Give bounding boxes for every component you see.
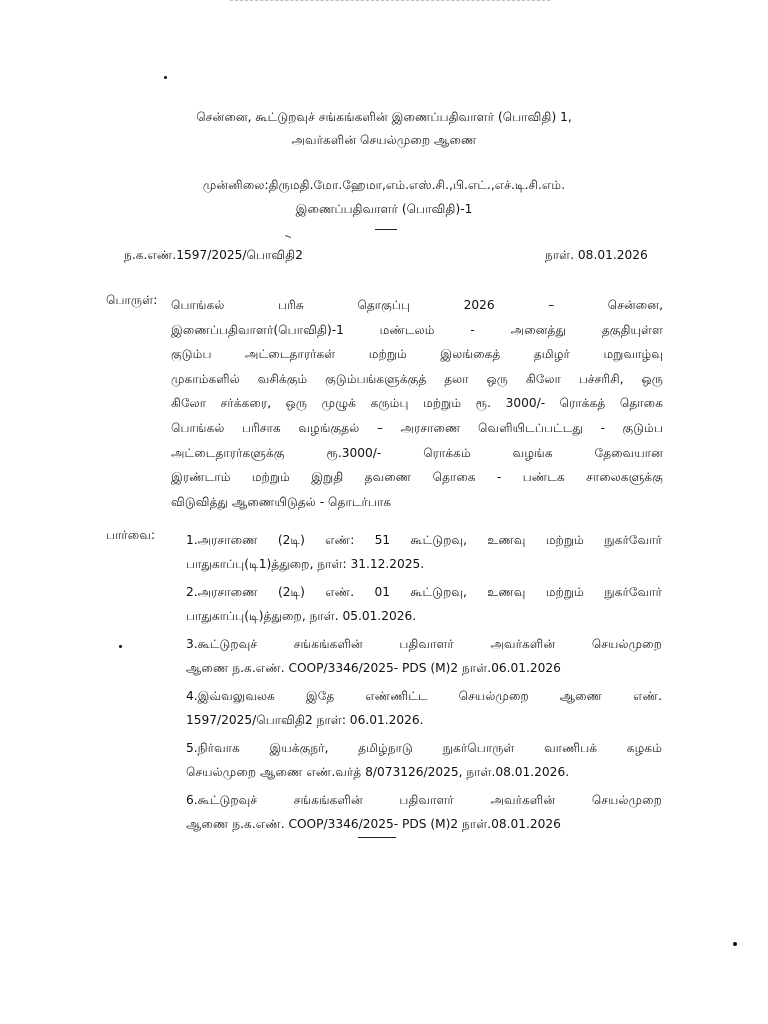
reference-line: ஆணை ந.க.எண். COOP/3346/2025- PDS (M)2 நாள்.08.01.2026 <box>186 817 561 831</box>
end-divider <box>358 837 396 838</box>
subject-line: முகாம்களில் வசிக்கும் குடும்பங்களுக்குத் தலா ஒரு கிலோ பச்சரிசி, ஒரு <box>171 371 663 386</box>
reference-line: 2.அரசாணை (2டி) எண். 01 கூட்டுறவு, உணவு மற்றும் நுகர்வோர் <box>186 585 662 599</box>
reference-line: பாதுகாப்பு(டி)த்துறை, நாள். 05.01.2026. <box>186 609 417 623</box>
reference-item <box>186 580 662 628</box>
subject-line: விடுவித்து ஆணையிடுதல் - தொடர்பாக <box>171 494 392 509</box>
subject-line: பொங்கல் பரிசு தொகுப்பு 2026 – சென்னை, <box>171 298 663 312</box>
reference-line: செயல்முறை ஆணை எண்.வர்த் 8/073126/2025, நாள்.08.01.2026. <box>186 765 570 779</box>
scan-speck <box>119 645 122 648</box>
reference-item <box>186 528 662 576</box>
subject-line: குடும்ப அட்டைதாரர்கள் மற்றும் இலங்கைத் தமிழர் மறுவாழ்வு <box>171 347 663 362</box>
reference-line: 1597/2025/பொவிதி2 நாள்: 06.01.2026. <box>186 713 424 727</box>
reference-item <box>186 632 662 680</box>
references-list <box>186 528 662 840</box>
scan-speck <box>733 942 737 946</box>
reference-item <box>186 788 662 836</box>
reference-line: 4.இவ்வலுவலக இதே எண்ணிட்ட செயல்முறை ஆணை எண். <box>186 689 662 703</box>
reference-line: 3.கூட்டுறவுச் சங்கங்களின் பதிவாளர் அவர்களின் செயல்முறை <box>186 637 662 651</box>
reference-line: 6.கூட்டுறவுச் சங்கங்களின் பதிவாளர் அவர்களின் செயல்முறை <box>186 793 662 807</box>
subject-line: அட்டைதாரர்களுக்கு ரூ.3000/- ரொக்கம் வழங்க தேவையான <box>171 445 663 460</box>
scan-speck <box>164 76 167 79</box>
order-date: நாள். 08.01.2026 <box>545 248 648 262</box>
officer-designation: இணைப்பதிவாளர் (பொவிதி)-1 <box>295 202 473 216</box>
subject-line: இணைப்பதிவாளர்(பொவிதி)-1 மண்டலம் - அனைத்து தகுதியுள்ள <box>171 322 663 337</box>
reference-item <box>186 736 662 784</box>
reference-number: ந.க.எண்.1597/2025/பொவிதி2 <box>124 248 304 262</box>
scan-artifact <box>230 0 550 3</box>
scan-mark <box>285 235 291 238</box>
subject-label: பொருள்: <box>106 293 158 307</box>
reference-item <box>186 684 662 732</box>
header-line-2: அவர்களின் செயல்முறை ஆணை <box>291 133 477 147</box>
references-label: பார்வை: <box>106 528 156 542</box>
subject-text <box>171 293 663 514</box>
reference-line: பாதுகாப்பு(டி1)த்துறை, நாள்: 31.12.2025. <box>186 557 425 571</box>
header-divider <box>375 229 397 230</box>
reference-line: 5.நிர்வாக இயக்குநர், தமிழ்நாடு நுகர்பொருள் வாணிபக் கழகம் <box>186 741 662 755</box>
subject-line: பொங்கல் பரிசாக வழங்குதல் – அரசாணை வெளியிடப்பட்டது - குடும்ப <box>171 420 663 435</box>
subject-line: இரண்டாம் மற்றும் இறுதி தவணை தொகை - பண்டக சாலைகளுக்கு <box>171 470 663 485</box>
subject-line: கிலோ சர்க்கரை, ஒரு முழுக் கரும்பு மற்றும் ரூ. 3000/- ரொக்கத் தொகை <box>171 396 663 411</box>
presence-line: முன்னிலை:திருமதி.மோ.ஹேமா,எம்.எஸ்.சி.,பி.எட்.,எச்.டி.சி.எம். <box>202 178 566 192</box>
reference-line: 1.அரசாணை (2டி) எண்: 51 கூட்டுறவு, உணவு மற்றும் நுகர்வோர் <box>186 533 662 547</box>
header-line-1: சென்னை, கூட்டுறவுச் சங்கங்களின் இணைப்பதிவாளர் (பொவிதி) 1, <box>196 110 572 124</box>
reference-line: ஆணை ந.க.எண். COOP/3346/2025- PDS (M)2 நாள்.06.01.2026 <box>186 661 561 675</box>
